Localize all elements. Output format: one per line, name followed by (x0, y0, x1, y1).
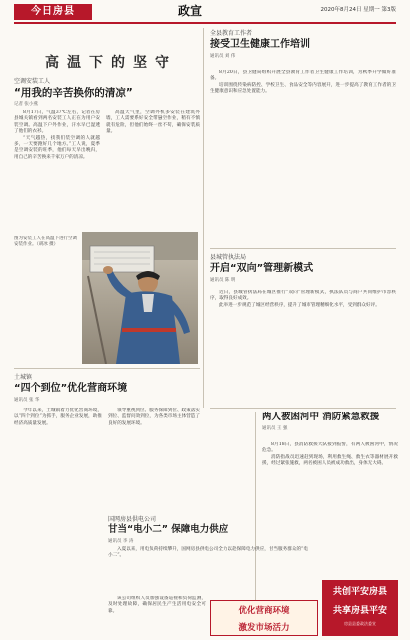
safe-county-banner (322, 580, 398, 636)
masthead-rule (14, 22, 396, 24)
photo-caption (14, 236, 80, 336)
training-kicker: 全县教育工作者 (210, 30, 253, 37)
training-header (210, 28, 396, 70)
caption-text: 图为安装工人在高温下进行空调安装作业。（胡冰 摄） (14, 236, 77, 248)
training-body (210, 70, 396, 200)
tucheng-body-col1 (14, 408, 102, 588)
lead-byline: 记者 张小燕 (14, 102, 38, 108)
lead-kicker: 空调安装工人 (14, 78, 51, 85)
tucheng-paragraph: 今年以来，土城镇着力优化营商环境，以“四个到位”为抓手，服务企业发展，助推经济高质量发展。 (14, 408, 102, 426)
rescue-header (262, 412, 398, 442)
lead-body-col1 (14, 110, 100, 230)
column-divider (203, 28, 204, 408)
lead-paragraph: 8月17日，气温37℃左右，记者在房县城关镇看到两名安装工人正在为用户安装空调。高温下户外作业，汗水早已湿透了他们的衣衫。 (14, 110, 100, 135)
training-paragraph: 培训围绕传染病防控、学校卫生、食品安全等内容展开，进一步提高了教育工作者的卫生健康意识和应急处置能力。 (210, 82, 396, 95)
ad-line-2: 激发市场活力 (238, 623, 290, 633)
air-conditioner-worker-image (82, 232, 198, 364)
power-paragraph: 入夏以来，用电负荷持续攀升，国网房县供电公司全力以赴保障电力供应，甘当服务群众的“电小二”。 (108, 546, 308, 559)
rescue-headline: 两人被困河中 消防紧急救援 (262, 412, 380, 422)
lead-headline: “用我的辛苦换你的清凉” (14, 87, 133, 99)
training-paragraph: 8月20日，县卫健局组织开展全县教育工作者卫生健康工作培训，为秋季开学做好准备。 (210, 70, 396, 82)
lead-photo (82, 232, 198, 364)
tucheng-body-col2 (108, 408, 200, 508)
rescue-paragraph: 8月18日，县消防救援大队接到报警，有两人被困河中，情况危急。 (262, 442, 398, 454)
dual-paragraph: 此举进一步规范了城区经营秩序，提升了城市管理精细化水平，受到群众好评。 (219, 302, 380, 308)
rescue-byline: 通讯员 王 强 (262, 425, 288, 431)
lead-body-col2 (106, 110, 200, 230)
section-title: 政宣 (177, 4, 202, 18)
dateline: 2020年8月24日 星期一 第3版 (320, 7, 396, 13)
power-body-col2 (108, 596, 206, 636)
tucheng-kicker: 土城镇 (14, 374, 33, 381)
training-headline: 接受卫生健康工作培训 (210, 39, 310, 50)
power-paragraph: 该公司组织人员加强设备巡视和负荷监测，及时处理故障，确保居民生产生活用电安全可靠。 (108, 596, 206, 614)
banner-line-1: 共创平安房县 (332, 587, 387, 597)
section-divider (210, 408, 396, 409)
section-divider (210, 248, 396, 249)
dual-header (210, 252, 396, 292)
banner-line-2: 共享房县平安 (332, 606, 387, 616)
dual-paragraph: 近日，县城管执法局在城区推行“双向”管理新模式，执法队员与商户共同维护市容秩序，取得良好成效。 (210, 290, 396, 302)
dual-body (210, 290, 396, 400)
power-kicker: 国网房县供电公司 (108, 516, 157, 523)
feature-slogan: 高温下的坚守 (45, 55, 177, 71)
lead-paragraph: “天气越热，找我们装空调的人就越多，一天要跑好几个地方。”工人说，夏季是空调安装的旺季，他们每天早出晚归，用自己的辛苦换来千家万户的清凉。 (14, 135, 100, 160)
power-headline: 甘当“电小二” 保障电力供应 (108, 524, 229, 535)
tucheng-header (14, 372, 200, 412)
training-byline: 通讯员 刘 伟 (210, 53, 236, 59)
section-divider (14, 368, 200, 369)
dual-kicker: 县城管执法局 (210, 254, 247, 261)
lead-paragraph: 高温天气里，空调外机多安装在建筑外墙，工人需要系好安全带悬空作业，稍有不慎就有危险，但他们始终一丝不苟，确保安装质量。 (106, 110, 200, 135)
tucheng-headline: “四个到位”优化营商环境 (14, 383, 128, 394)
power-byline: 通讯员 李 涛 (108, 538, 134, 544)
newspaper-logo: 今日房县 (14, 4, 92, 20)
banner-note: 房县县委政法委宣 (344, 621, 376, 626)
business-environment-ad (210, 600, 318, 636)
dual-headline: 开启“双向”管理新模式 (210, 263, 314, 274)
tucheng-paragraph: 领导重视到位、服务保障到位、政策落实到位、监督问效到位，为各类市场主体营造了良好的发展环境。 (108, 408, 200, 426)
dual-byline: 通讯员 陈 明 (210, 277, 236, 283)
tucheng-byline: 通讯员 张 华 (14, 397, 40, 403)
rescue-body (262, 442, 398, 574)
ad-line-1: 优化营商环境 (238, 606, 290, 616)
rescue-paragraph: 消防指战员迅速赶到现场，利用救生绳、救生衣等器材展开救援，经过紧张施救，两名被困人员被成功救出，身体无大碍。 (262, 454, 398, 467)
